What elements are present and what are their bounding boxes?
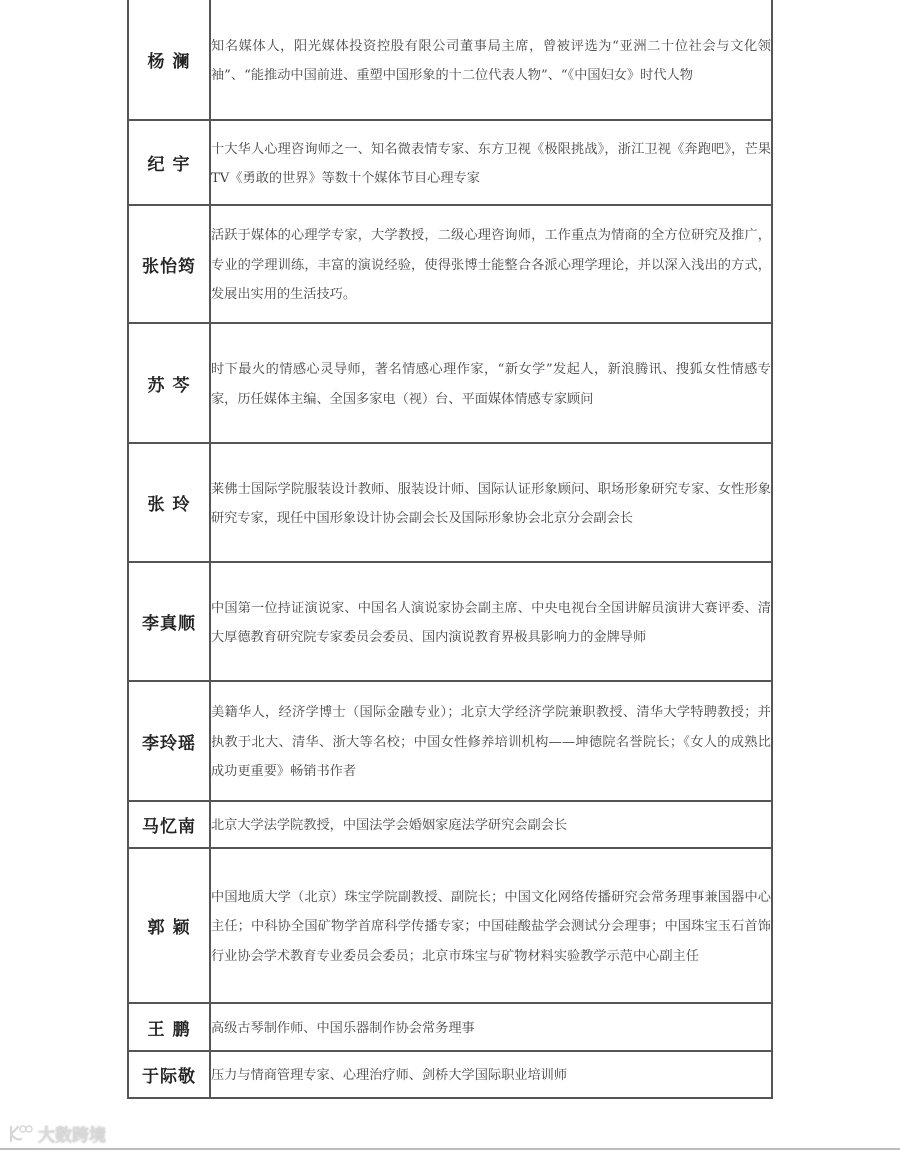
expert-bio: 美籍华人，经济学博士（国际金融专业）；北京大学经济学院兼职教授、清华大学特聘教授；并执教于北大、清华、浙大等名校；中国女性修养培训机构——坤德院名誉院长；《女人的成熟比成功更重要》畅销书作者 <box>210 681 772 801</box>
table-row <box>128 205 772 323</box>
table-row <box>128 0 772 120</box>
expert-name: 张 玲 <box>128 443 210 562</box>
table-row <box>128 323 772 443</box>
expert-name: 苏 芩 <box>128 323 210 443</box>
expert-name: 张怡筠 <box>128 205 210 323</box>
expert-name: 李真顺 <box>128 562 210 681</box>
watermark <box>8 1121 106 1146</box>
expert-name: 郭 颖 <box>128 848 210 1003</box>
table-row <box>128 120 772 205</box>
expert-bio: 中国地质大学（北京）珠宝学院副教授、副院长；中国文化网络传播研究会常务理事兼国器中心主任；中科协全国矿物学首席科学传播专家；中国硅酸盐学会测试分会理事；中国珠宝玉石首饰行业协会学术教育专业委员会委员；北京市珠宝与矿物材料实验教学示范中心副主任 <box>210 848 772 1003</box>
expert-bio: 时下最火的情感心灵导师，著名情感心理作家，“新女学”发起人，新浪腾讯、搜狐女性情感专家，历任媒体主编、全国多家电（视）台、平面媒体情感专家顾问 <box>210 323 772 443</box>
expert-name: 王 鹏 <box>128 1003 210 1051</box>
k100-logo-icon <box>8 1124 34 1144</box>
table-row <box>128 681 772 801</box>
expert-name: 李玲瑶 <box>128 681 210 801</box>
expert-bio: 莱佛士国际学院服装设计教师、服装设计师、国际认证形象顾问、职场形象研究专家、女性形象研究专家，现任中国形象设计协会副会长及国际形象协会北京分会副会长 <box>210 443 772 562</box>
table-row <box>128 848 772 1003</box>
expert-name: 马忆南 <box>128 801 210 848</box>
expert-table <box>127 0 773 1099</box>
expert-bio: 知名媒体人，阳光媒体投资控股有限公司董事局主席，曾被评选为“亚洲二十位社会与文化领袖”、“能推动中国前进、重塑中国形象的十二位代表人物”、“《中国妇女》时代人物 <box>210 0 772 120</box>
expert-bio: 北京大学法学院教授，中国法学会婚姻家庭法学研究会副会长 <box>210 801 772 848</box>
watermark-text: 大数跨境 <box>38 1126 106 1146</box>
bottom-divider <box>0 1148 900 1150</box>
expert-bio: 压力与情商管理专家、心理治疗师、剑桥大学国际职业培训师 <box>210 1051 772 1098</box>
expert-name: 纪 宇 <box>128 120 210 205</box>
expert-bio: 活跃于媒体的心理学专家，大学教授，二级心理咨询师，工作重点为情商的全方位研究及推广，专业的学理训练，丰富的演说经验，使得张博士能整合各派心理学理论，并以深入浅出的方式，发展出实用的生活技巧。 <box>210 205 772 323</box>
expert-bio: 中国第一位持证演说家、中国名人演说家协会副主席、中央电视台全国讲解员演讲大赛评委、清大厚德教育研究院专家委员会委员、国内演说教育界极具影响力的金牌导师 <box>210 562 772 681</box>
expert-bio: 十大华人心理咨询师之一、知名微表情专家、东方卫视《极限挑战》，浙江卫视《奔跑吧》，芒果 TV《勇敢的世界》等数十个媒体节目心理专家 <box>210 120 772 205</box>
expert-name: 杨 澜 <box>128 0 210 120</box>
table-row <box>128 443 772 562</box>
table-row <box>128 1003 772 1051</box>
table-row <box>128 562 772 681</box>
table-row <box>128 1051 772 1098</box>
expert-name: 于际敬 <box>128 1051 210 1098</box>
expert-bio: 高级古琴制作师、中国乐器制作协会常务理事 <box>210 1003 772 1051</box>
table-row <box>128 801 772 848</box>
